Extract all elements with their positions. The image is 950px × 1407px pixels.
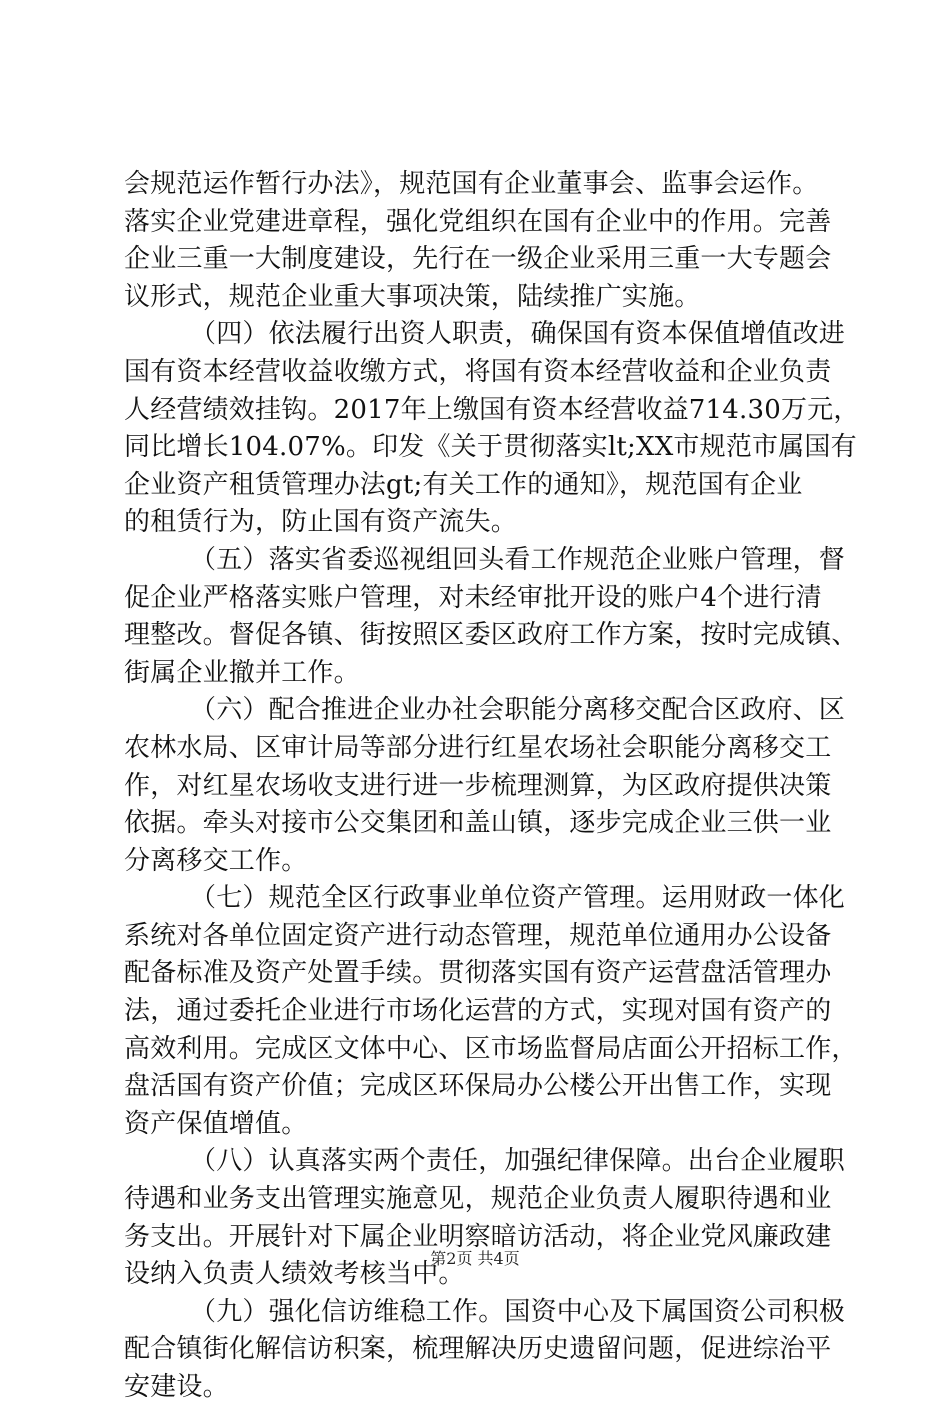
text-line: 盘活国有资产价值；完成区环保局办公楼公开出售工作，实现	[124, 1071, 832, 1102]
text-line: 的租赁行为，防止国有资产流失。	[124, 507, 518, 538]
paragraph-heading-line: （五）落实省委巡视组回头看工作规范企业账户管理，督	[190, 544, 846, 575]
text-line: 分离移交工作。	[124, 845, 308, 876]
text-line: 法，通过委托企业进行市场化运营的方式，实现对国有资产的	[124, 996, 832, 1027]
paragraph-heading-line: （四）依法履行出资人职责，确保国有资本保值增值改进	[190, 319, 846, 350]
text-line: 国有资本经营收益收缴方式，将国有资本经营收益和企业负责	[124, 356, 832, 387]
text-line: 街属企业撤并工作。	[124, 657, 360, 688]
document-body	[124, 166, 860, 1407]
paragraph-heading-line: （六）配合推进企业办社会职能分离移交配合区政府、区	[190, 695, 846, 726]
text-line: 作，对红星农场收支进行进一步梳理测算，为区政府提供决策	[124, 770, 832, 801]
text-line: 依据。牵头对接市公交集团和盖山镇，逐步完成企业三供一业	[124, 808, 832, 839]
page-footer: 第2页 共4页	[430, 1249, 520, 1268]
paragraph-heading-line: （七）规范全区行政事业单位资产管理。运用财政一体化	[190, 883, 846, 914]
text-line: 企业三重一大制度建设，先行在一级企业采用三重一大专题会	[124, 244, 832, 275]
text-line: 落实企业党建进章程，强化党组织在国有企业中的作用。完善	[124, 206, 832, 237]
paragraph-heading-line: （八）认真落实两个责任，加强纪律保障。出台企业履职	[190, 1146, 846, 1177]
text-line: 同比增长104.07%。印发《关于贯彻落实lt;XX市规范市属国有	[124, 432, 857, 463]
text-line: 促企业严格落实账户管理，对未经审批开设的账户4个进行清	[124, 582, 822, 613]
text-line: 配合镇街化解信访积案，梳理解决历史遗留问题，促进综治平	[124, 1334, 832, 1365]
text-line: 人经营绩效挂钩。2017年上缴国有资本经营收益714.30万元，	[124, 394, 860, 425]
text-line: 配备标准及资产处置手续。贯彻落实国有资产运营盘活管理办	[124, 958, 832, 989]
text-line: 企业资产租赁管理办法gt;有关工作的通知》，规范国有企业	[124, 469, 803, 500]
paragraph-heading-line: （九）强化信访维稳工作。国资中心及下属国资公司积极	[190, 1296, 846, 1327]
text-line: 设纳入负责人绩效考核当中。	[124, 1259, 465, 1290]
text-line: 议形式，规范企业重大事项决策，陆续推广实施。	[124, 281, 701, 312]
text-line: 安建设。	[124, 1372, 229, 1402]
text-line: 资产保值增值。	[124, 1108, 308, 1139]
text-line: 务支出。开展针对下属企业明察暗访活动，将企业党风廉政建	[124, 1221, 832, 1252]
text-line: 农林水局、区审计局等部分进行红星农场社会职能分离移交工	[124, 732, 832, 763]
text-line: 系统对各单位固定资产进行动态管理，规范单位通用办公设备	[124, 920, 832, 951]
text-line: 会规范运作暂行办法》，规范国有企业董事会、监事会运作。	[124, 169, 819, 199]
text-line: 理整改。督促各镇、街按照区委区政府工作方案，按时完成镇、	[124, 620, 858, 651]
text-line: 待遇和业务支出管理实施意见，规范企业负责人履职待遇和业	[124, 1184, 832, 1215]
text-line: 高效利用。完成区文体中心、区市场监督局店面公开招标工作，	[124, 1033, 858, 1064]
